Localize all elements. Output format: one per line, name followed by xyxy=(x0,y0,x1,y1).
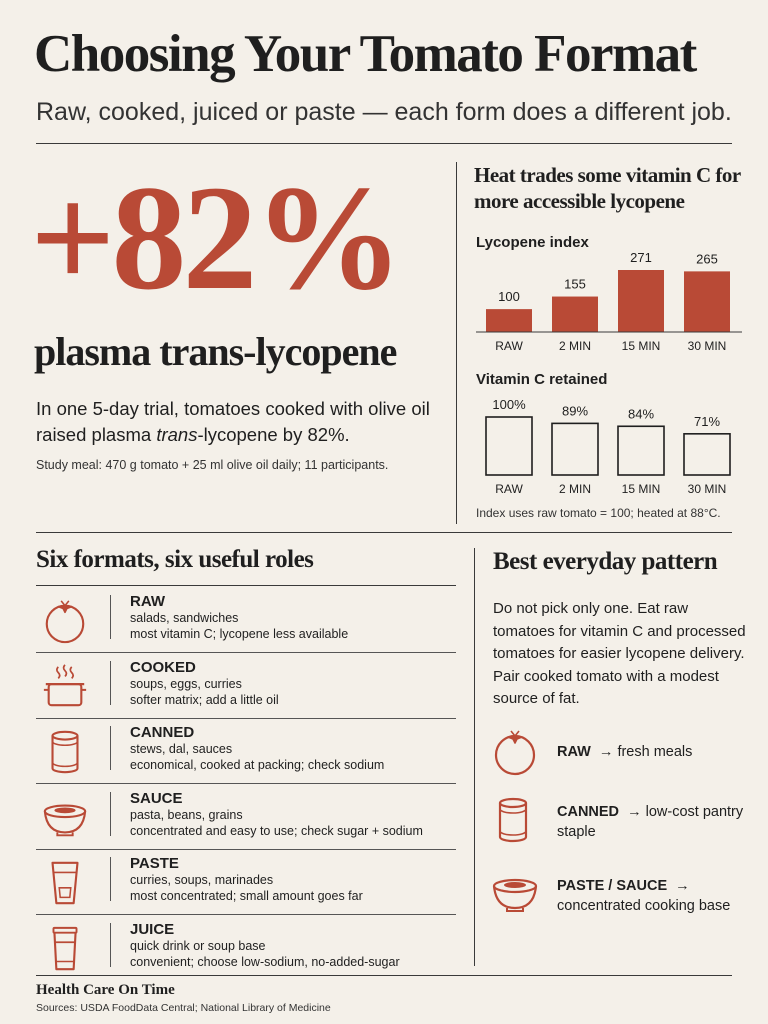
vitamin-c-chart-title: Vitamin C retained xyxy=(476,371,608,388)
page-title: Choosing Your Tomato Format xyxy=(34,25,696,83)
stat-note: Study meal: 470 g tomato + 25 ml olive oil daily; 11 participants. xyxy=(36,458,389,472)
format-name: CANNED xyxy=(130,724,195,741)
can-icon xyxy=(488,795,538,845)
format-uses: quick drink or soup base xyxy=(130,938,266,953)
vitamin-c-chart-svg xyxy=(476,393,746,513)
column-divider-bottom xyxy=(474,548,475,966)
middle-divider xyxy=(36,532,732,533)
format-row-raw xyxy=(36,587,456,653)
big-stat: +82% xyxy=(30,155,400,321)
bar-category-label: 15 MIN xyxy=(621,482,661,496)
glass-icon xyxy=(40,859,90,907)
format-note: softer matrix; add a little oil xyxy=(130,692,279,707)
formats-heading: Six formats, six useful roles xyxy=(36,546,314,573)
tomato-icon xyxy=(490,727,540,777)
format-name: JUICE xyxy=(130,920,175,938)
bar-raw xyxy=(486,417,532,475)
bowl-icon xyxy=(490,868,540,918)
format-row-separator xyxy=(110,792,111,836)
juice-glass-icon xyxy=(40,925,90,973)
format-name: SAUCE xyxy=(130,789,183,807)
format-note: convenient; choose low-sodium, no-added-sugar xyxy=(130,954,400,969)
bar-2-min xyxy=(552,423,598,475)
format-name: COOKED xyxy=(130,658,196,676)
format-row-separator xyxy=(110,923,111,967)
bar-category-label: 15 MIN xyxy=(621,339,661,353)
format-row-separator xyxy=(110,726,111,770)
pattern-body: Do not pick only one. Eat raw tomatoes for vitamin C and processed tomatoes for easier lycopene delivery. Pair cooked tomato with a modest source of fat. xyxy=(493,600,746,707)
bar-value-label: 71% xyxy=(693,413,721,429)
pattern-item-label: RAW → fresh meals xyxy=(557,744,693,760)
bar-value-label: 100% xyxy=(492,397,526,412)
format-row-separator xyxy=(110,595,111,639)
format-row-separator xyxy=(110,857,111,901)
footer-divider xyxy=(36,975,732,976)
sources: Sources: USDA FoodData Central; National Library of Medicine xyxy=(36,1002,331,1014)
lycopene-chart xyxy=(476,234,746,364)
format-note: concentrated and easy to use; check sugar + sodium xyxy=(130,823,423,838)
stat-label: plasma trans-lycopene xyxy=(34,329,397,374)
tomato-icon xyxy=(40,597,90,645)
bar-2-min xyxy=(552,297,598,332)
bar-value-label: 89% xyxy=(561,403,589,419)
pattern-item-label: CANNED → low-cost pantry staple xyxy=(557,804,744,840)
bar-15-min xyxy=(618,426,664,475)
bar-30-min xyxy=(684,271,730,332)
format-uses: pasta, beans, grains xyxy=(130,807,243,822)
format-name: RAW xyxy=(130,593,165,610)
pot-icon xyxy=(40,663,90,711)
stat-description: In one 5-day trial, tomatoes cooked with olive oil raised plasma trans-lycopene by 82%. xyxy=(36,398,430,445)
bar-value-label: 84% xyxy=(627,406,655,422)
bar-category-label: 30 MIN xyxy=(687,339,727,353)
bar-value-label: 155 xyxy=(564,276,586,292)
bar-category-label: 2 MIN xyxy=(558,339,592,353)
pattern-heading: Best everyday pattern xyxy=(493,548,718,575)
format-uses: curries, soups, marinades xyxy=(130,873,274,887)
format-row-cooked xyxy=(36,653,456,719)
format-uses: salads, sandwiches xyxy=(130,611,239,625)
formats-heading-divider xyxy=(36,585,456,586)
header-divider xyxy=(36,143,732,144)
chart-panel-heading: Heat trades some vitamin C for more accessible lycopene xyxy=(474,163,741,213)
format-row-paste xyxy=(36,849,456,915)
page-subtitle: Raw, cooked, juiced or paste — each form does a different job. xyxy=(36,98,732,126)
lycopene-chart-title: Lycopene index xyxy=(476,234,589,251)
format-row-separator xyxy=(110,661,111,705)
bar-value-label: 271 xyxy=(630,252,652,265)
bar-value-label: 100 xyxy=(498,289,520,305)
format-row-sauce xyxy=(36,784,456,850)
bar-30-min xyxy=(684,434,730,475)
format-row-canned xyxy=(36,718,456,784)
format-uses: soups, eggs, curries xyxy=(130,676,242,691)
bar-15-min xyxy=(618,270,664,332)
vitamin-c-chart xyxy=(476,371,746,501)
bar-raw xyxy=(486,309,532,332)
column-divider-top xyxy=(456,162,457,524)
brand-name: Health Care On Time xyxy=(36,982,175,998)
can-icon xyxy=(40,728,90,776)
bar-category-label: RAW xyxy=(495,339,523,353)
bowl-icon xyxy=(40,794,90,842)
format-row-juice xyxy=(36,915,456,981)
pattern-item-label: PASTE / SAUCE → concentrated cooking base xyxy=(557,878,731,914)
bar-category-label: RAW xyxy=(495,482,523,496)
format-note: economical, cooked at packing; check sodium xyxy=(130,758,385,772)
format-uses: stews, dal, sauces xyxy=(130,742,233,756)
lycopene-chart-svg xyxy=(476,252,746,362)
bar-category-label: 2 MIN xyxy=(558,482,592,496)
format-note: most concentrated; small amount goes far xyxy=(130,889,363,903)
chart-note: Index uses raw tomato = 100; heated at 88°C. xyxy=(476,506,721,520)
bar-value-label: 265 xyxy=(696,252,718,267)
format-name: PASTE xyxy=(130,855,179,872)
format-note: most vitamin C; lycopene less available xyxy=(130,627,349,641)
bar-category-label: 30 MIN xyxy=(687,482,727,496)
